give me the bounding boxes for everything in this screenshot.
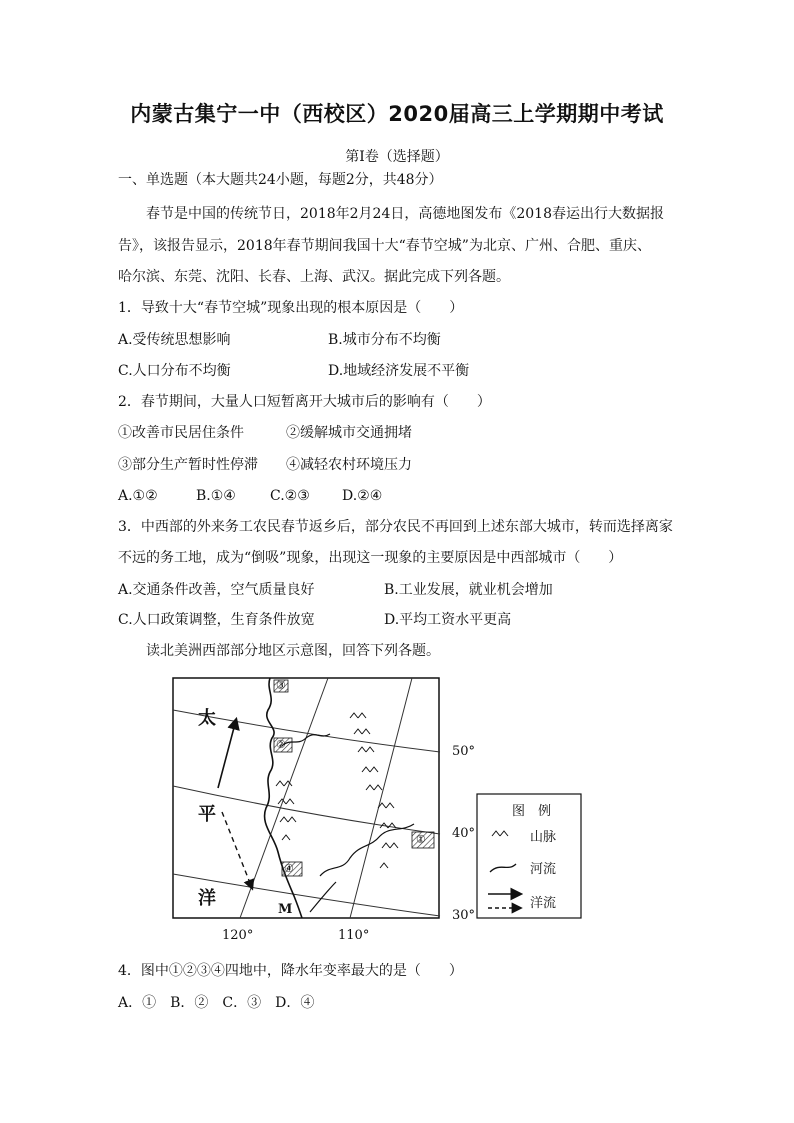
q2-option-a[interactable]: A.①②	[118, 488, 158, 504]
q1-option-c[interactable]: C.人口分布不均衡	[118, 363, 231, 379]
river-colorado	[320, 824, 414, 876]
ocean-label-char: 洋	[198, 888, 216, 909]
q2-option-d[interactable]: D.②④	[342, 488, 383, 504]
q1-option-a[interactable]: A.受传统思想影响	[118, 332, 231, 348]
question-3-stem: 3．中西部的外来务工农民春节返乡后，部分农民不再回到上述东部大城市，转而选择离家	[118, 519, 673, 535]
longitude-120-label: 120°	[222, 928, 254, 943]
q2-statement-3: ③部分生产暂时性停滞	[118, 457, 258, 473]
longitude-110-label: 110°	[338, 928, 370, 943]
q3-option-b[interactable]: B.工业发展，就业机会增加	[384, 582, 553, 598]
m-label: M	[278, 902, 293, 917]
q3-option-c[interactable]: C.人口政策调整，生育条件放宽	[118, 612, 315, 628]
current-arrow-north	[218, 720, 236, 788]
mountain-symbols	[276, 713, 398, 868]
region-1-label: ①	[416, 833, 426, 846]
question-1-stem: 1．导致十大“春节空城”现象出现的根本原因是（ ）	[118, 300, 464, 316]
legend-title: 图 例	[512, 804, 552, 819]
q2-statement-2: ②缓解城市交通拥堵	[286, 425, 412, 441]
longitude-110-line	[350, 678, 412, 918]
passage-line: 哈尔滨、东莞、沈阳、长春、上海、武汉。据此完成下列各题。	[118, 269, 510, 285]
question-4-stem: 4．图中①②③④四地中，降水年变率最大的是（ ）	[118, 963, 463, 979]
north-america-west-map	[170, 676, 610, 946]
question-3-stem-cont: 不远的务工地，成为“倒吸”现象，出现这一现象的主要原因是中西部城市（ ）	[118, 550, 623, 566]
region-3-label: ③	[276, 679, 286, 692]
section-subtitle: 第Ⅰ卷（选择题）	[345, 149, 449, 165]
legend-current-label: 洋流	[530, 896, 557, 911]
q3-option-d[interactable]: D.平均工资水平更高	[384, 612, 512, 628]
current-arrow-south	[222, 812, 252, 888]
latitude-30-label: 30°	[452, 908, 476, 923]
legend-river-label: 河流	[530, 862, 557, 877]
q1-option-d[interactable]: D.地域经济发展不平衡	[328, 363, 470, 379]
ocean-label-char: 平	[198, 804, 216, 825]
q2-option-c[interactable]: C.②③	[270, 488, 310, 504]
coastline	[265, 678, 302, 918]
legend-mountain-label: 山脉	[530, 830, 557, 845]
ocean-label-char: 太	[198, 708, 216, 729]
region-4-label: ④	[284, 862, 294, 875]
passage-line: 春节是中国的传统节日，2018年2月24日，高德地图发布《2018春运出行大数据报	[146, 206, 664, 222]
q3-option-a[interactable]: A.交通条件改善，空气质量良好	[118, 582, 315, 598]
page-title: 内蒙古集宁一中（西校区）2020届高三上学期期中考试	[130, 102, 664, 126]
q2-option-b[interactable]: B.①④	[196, 488, 236, 504]
question-2-stem: 2．春节期间，大量人口短暂离开大城市后的影响有（ ）	[118, 394, 491, 410]
q2-statement-1: ①改善市民居住条件	[118, 425, 244, 441]
map-intro: 读北美洲西部部分地区示意图，回答下列各题。	[146, 643, 440, 659]
latitude-40-label: 40°	[452, 826, 476, 841]
q1-option-b[interactable]: B.城市分布不均衡	[328, 332, 441, 348]
passage-line: 告》，该报告显示，2018年春节期间我国十大“春节空城”为北京、广州、合肥、重庆、	[118, 238, 651, 254]
longitude-120-line	[240, 678, 328, 918]
region-2-label: ②	[276, 738, 286, 751]
q4-options[interactable]: A．① B．② C．③ D．④	[118, 995, 315, 1011]
latitude-50-label: 50°	[452, 744, 476, 759]
q2-statement-4: ④减轻农村环境压力	[286, 457, 412, 473]
section-heading: 一、单选题（本大题共24小题，每题2分，共48分）	[118, 172, 443, 188]
